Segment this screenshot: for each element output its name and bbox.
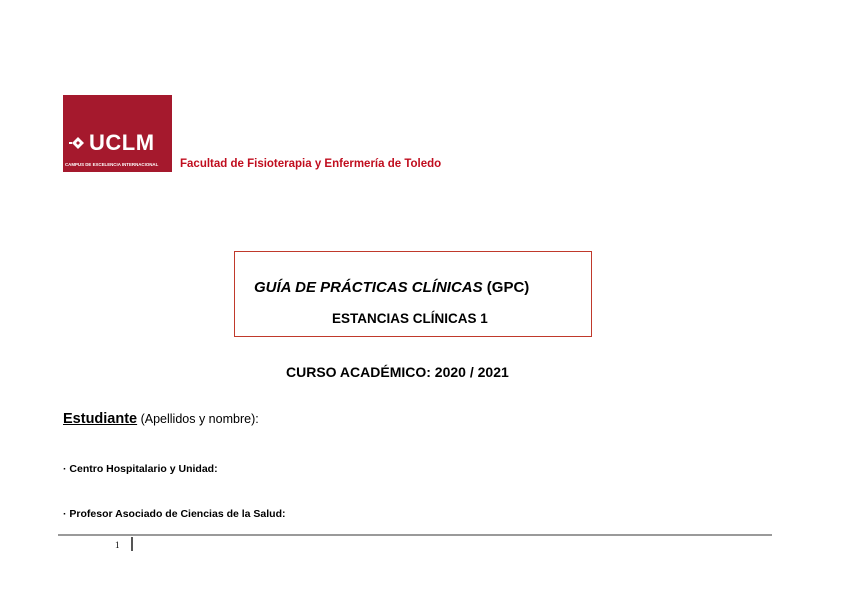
uclm-logo <box>63 95 172 172</box>
document-title <box>254 279 529 296</box>
student-label: Estudiante <box>63 411 138 427</box>
field-associate-professor: · Profesor Asociado de Ciencias de la Salud: <box>63 508 286 520</box>
student-hint: (Apellidos y nombre): <box>137 412 259 426</box>
logo-wordmark: UCLM <box>89 130 155 155</box>
uclm-emblem-icon <box>68 136 88 152</box>
document-subtitle: ESTANCIAS CLÍNICAS 1 <box>332 311 488 326</box>
student-line <box>63 410 259 428</box>
page-number: 1 <box>115 540 120 550</box>
academic-year: CURSO ACADÉMICO: 2020 / 2021 <box>286 364 509 380</box>
faculty-name: Facultad de Fisioterapia y Enfermería de Toledo <box>180 158 442 170</box>
logo-tagline: CAMPUS DE EXCELENCIA INTERNACIONAL <box>65 162 159 167</box>
title-abbrev: (GPC) <box>482 279 530 296</box>
page-number-bar <box>131 537 133 551</box>
footer-divider <box>58 534 772 536</box>
field-hospital-unit: · Centro Hospitalario y Unidad: <box>63 463 218 475</box>
title-main: GUÍA DE PRÁCTICAS CLÍNICAS <box>254 279 483 296</box>
